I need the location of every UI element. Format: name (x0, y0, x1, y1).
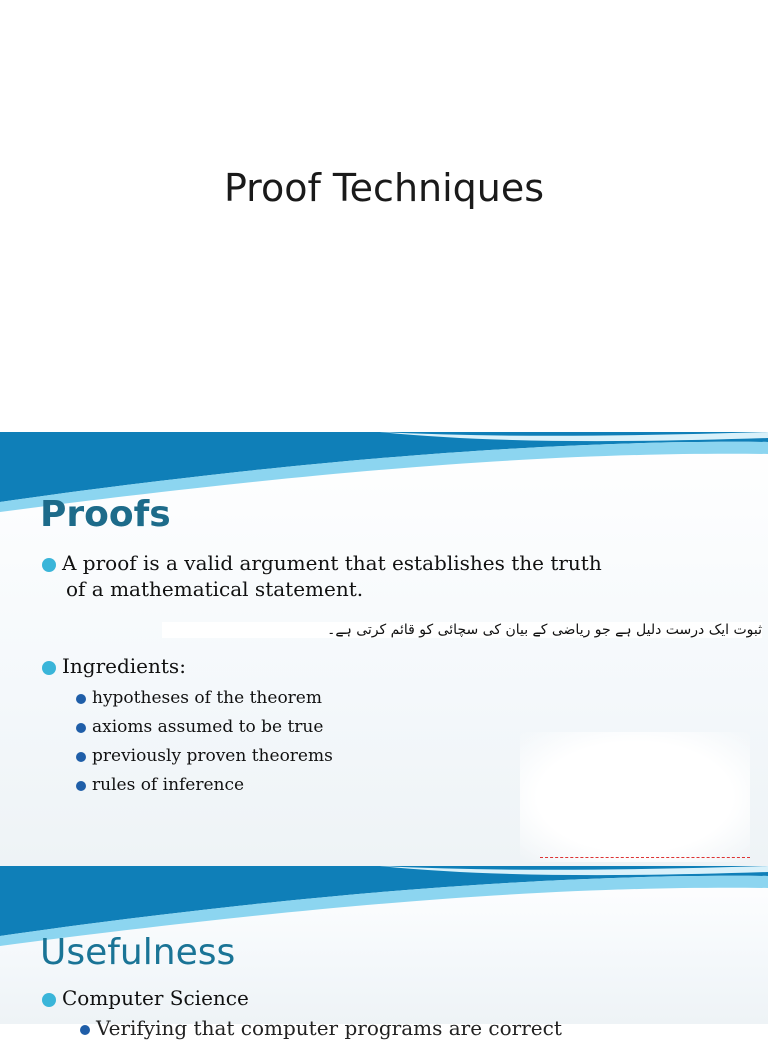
title-slide (0, 0, 768, 432)
bullet-ingredients (42, 654, 186, 678)
sub-bullet-dot-icon (80, 1025, 90, 1035)
ingredients-label: Ingredients: (62, 654, 186, 678)
sub-bullet-dot-icon (76, 752, 86, 762)
page-title: Proof Techniques (223, 166, 545, 210)
sub-bullet-text: Verifying that computer programs are correct (96, 1016, 562, 1040)
sub-bullet-dot-icon (76, 781, 86, 791)
slide-usefulness (0, 866, 768, 1040)
sub-bullet (76, 688, 322, 708)
bullet-text: Computer Science (62, 986, 249, 1010)
sub-bullet (76, 717, 323, 737)
sub-bullet-dot-icon (76, 694, 86, 704)
urdu-translation: ثبوت ایک درست دلیل ہے جو ریاضی کے بیان کی سچائی کو قائم کرتی ہے۔ (162, 622, 762, 638)
sub-bullet (76, 746, 333, 766)
bullet-proof-definition (42, 550, 722, 602)
slide-proofs (0, 432, 768, 866)
bullet-dot-icon (42, 661, 56, 675)
bullet-text-line-1: A proof is a valid argument that establishes the truth (62, 551, 602, 575)
sub-bullet-text: rules of inference (92, 775, 245, 795)
bullet-dot-icon (42, 558, 56, 572)
erased-region-edge (540, 857, 750, 862)
sub-bullet (76, 775, 244, 795)
sub-bullet-dot-icon (76, 723, 86, 733)
bullet-computer-science (42, 986, 249, 1010)
sub-bullet-text: hypotheses of the theorem (92, 688, 322, 708)
slide-heading: Proofs (40, 494, 171, 535)
erased-region (520, 732, 750, 862)
slide-heading: Usefulness (40, 932, 236, 973)
sub-bullet-text: previously proven theorems (92, 746, 333, 766)
sub-bullet-text: axioms assumed to be true (92, 717, 324, 737)
bullet-dot-icon (42, 993, 56, 1007)
sub-bullet-cut-off (80, 1016, 562, 1040)
bullet-text-line-2: of a mathematical statement. (66, 577, 364, 601)
